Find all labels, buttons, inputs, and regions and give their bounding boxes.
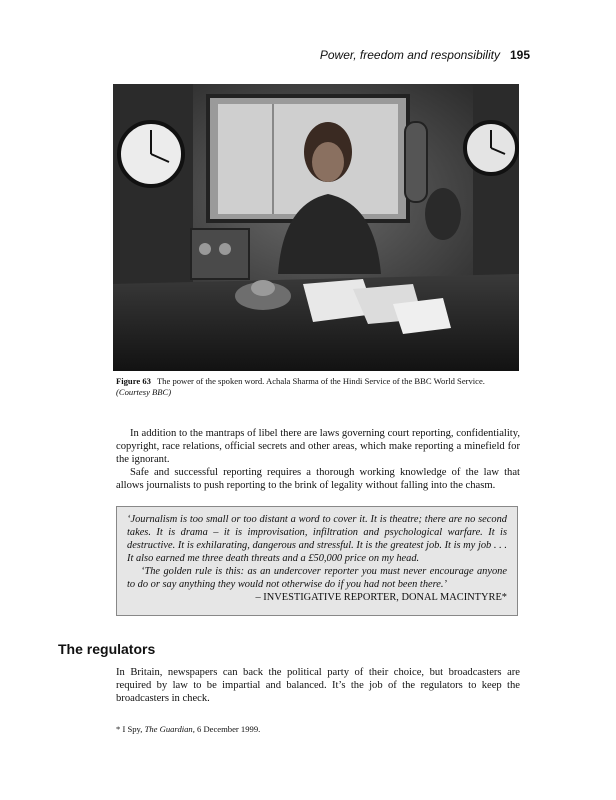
footnote-publication: The Guardian,: [144, 724, 195, 734]
body-paragraph-2: Safe and successful reporting requires a thorough working knowledge of the law that allows journalists to push reporting to the brink of legality without falling into the chasm.: [116, 467, 520, 491]
quote-box: [116, 506, 518, 616]
page-number: 195: [509, 48, 530, 62]
running-head: [320, 48, 530, 62]
figure-caption: [116, 376, 521, 398]
section-heading: The regulators: [58, 641, 156, 657]
footnote-date: 6 December 1999.: [197, 724, 261, 734]
quote-attribution: – INVESTIGATIVE REPORTER, DONAL MACINTYRE*: [255, 592, 507, 603]
microphone-icon: [405, 122, 427, 202]
figure-photo: [113, 84, 519, 371]
figure-credit: (Courtesy BBC): [116, 387, 172, 397]
footnote: [116, 724, 520, 735]
footnote-marker: * I Spy,: [116, 724, 143, 734]
section-paragraph-1: In Britain, newspapers can back the political party of their choice, but broadcasters are required by law to be impartial and balanced. It’s the job of the regulators to keep the broadcasters in check.: [116, 667, 520, 704]
figure-caption-text: The power of the spoken word. Achala Sharma of the Hindi Service of the BBC World Service.: [156, 376, 485, 386]
figure-label: Figure 63: [116, 376, 151, 386]
quote-paragraph-1: ‘Journalism is too small or too distant a word to cover it. It is theatre; there are no second takes. It is drama – it is improvisation, infiltration and psychological warfare. It is destructive. It is exhilarating, dangerous and stressful. It is the greatest job. It is my job . . . It also earned me three death threats and a £50,000 price on my head.: [127, 514, 507, 564]
quote-paragraph-2: ‘The golden rule is this: as an undercover reporter you must never encourage anyone to do or say anything they would not otherwise do if you had not been there.’: [127, 566, 507, 590]
running-title: Power, freedom and responsibility: [319, 48, 500, 62]
body-paragraph-1: In addition to the mantraps of libel there are laws governing court reporting, confidentiality, copyright, race relations, official secrets and other areas, which make reporting a minefield for the ignorant.: [116, 428, 520, 465]
studio-photo-illustration: [113, 84, 519, 371]
